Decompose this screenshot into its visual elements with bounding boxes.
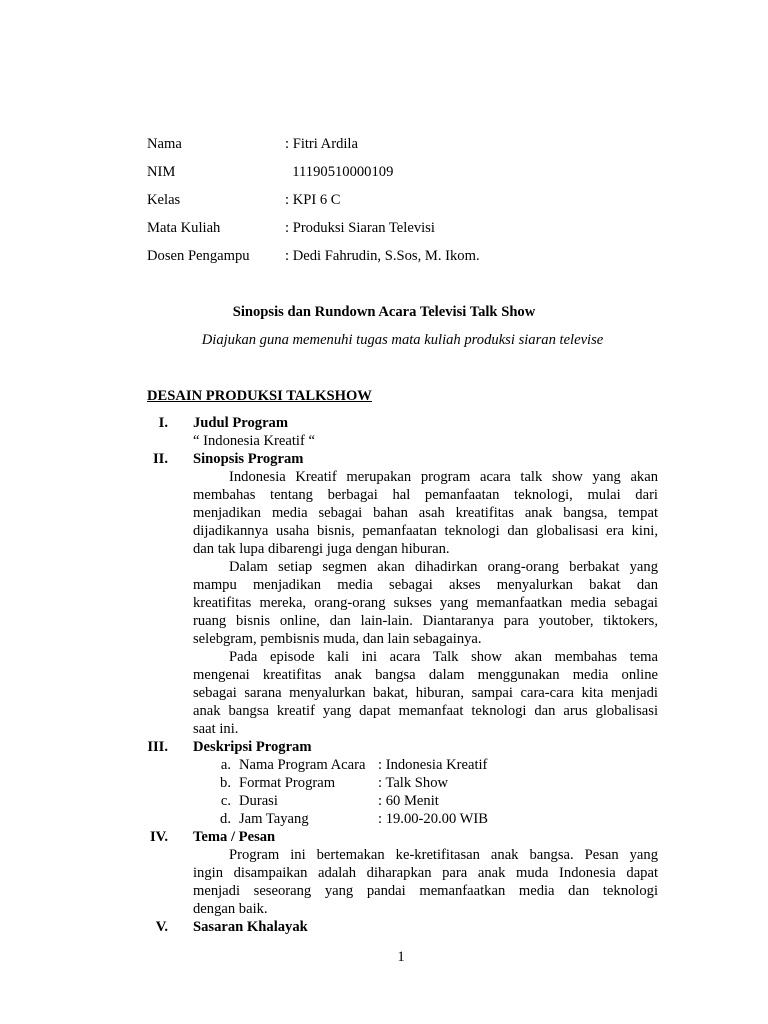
document-subtitle: Diajukan guna memenuhi tugas mata kuliah produksi siaran televise xyxy=(201,332,604,348)
paragraph-line xyxy=(0,576,768,594)
page-number: 1 xyxy=(397,949,405,965)
section-sasaran-heading xyxy=(0,918,768,936)
paragraph-text: menjadi seseorang yang pandai memanfaatkan media dan teknologi xyxy=(193,883,658,899)
paragraph-line xyxy=(0,630,768,648)
section-title: Tema / Pesan xyxy=(193,829,276,845)
info-label: Kelas xyxy=(147,192,181,208)
paragraph-text: ingin disampaikan adalah diharapkan para anak muda Indonesia dapat xyxy=(193,865,658,881)
list-item xyxy=(0,810,768,828)
list-item xyxy=(0,756,768,774)
list-item xyxy=(0,792,768,810)
section-number: I. xyxy=(158,415,168,431)
info-value: : Produksi Siaran Televisi xyxy=(285,220,435,236)
info-value: : Dedi Fahrudin, S.Sos, M. Ikom. xyxy=(285,248,480,264)
paragraph-text: Pada episode kali ini acara Talk show akan membahas tema xyxy=(229,649,658,665)
list-marker: c. xyxy=(220,793,231,809)
info-value: : KPI 6 C xyxy=(285,192,341,208)
paragraph-text: dengan baik. xyxy=(193,901,268,917)
section-deskripsi-heading xyxy=(0,738,768,756)
paragraph-text: saat ini. xyxy=(193,721,239,737)
paragraph-line xyxy=(0,702,768,720)
list-label: Jam Tayang xyxy=(239,811,309,827)
info-row-nama xyxy=(147,133,667,161)
info-row-mata-kuliah xyxy=(147,217,667,245)
info-value: : Fitri Ardila xyxy=(285,136,358,152)
paragraph-line xyxy=(0,846,768,864)
section-title: Sasaran Khalayak xyxy=(193,919,308,935)
paragraph-line xyxy=(0,720,768,738)
paragraph-text: kreatifitas mereka, orang-orang sukses yang memanfaatkan media sebagai xyxy=(193,595,658,611)
section-judul-heading xyxy=(0,414,768,432)
section-title: Sinopsis Program xyxy=(193,451,304,467)
list-value: : Talk Show xyxy=(378,775,449,791)
paragraph-text: membahas tentang berbagai hal pemanfaatan teknologi, mulai dari xyxy=(193,487,658,503)
paragraph-text: Indonesia Kreatif merupakan program acara talk show yang akan xyxy=(229,469,658,485)
info-label: NIM xyxy=(147,164,176,180)
paragraph-text: menjadikan media sebagai bahan asah kreatifitas anak bangsa, tempat xyxy=(193,505,658,521)
section-title: Judul Program xyxy=(193,415,289,431)
section-judul-value xyxy=(0,432,768,450)
info-label: Mata Kuliah xyxy=(147,220,221,236)
paragraph-text: sebagai sarana menyalurkan bakat, hiburan, sampai cara-cara kita menjadi xyxy=(193,685,658,701)
list-label: Durasi xyxy=(239,793,278,809)
paragraph-line xyxy=(0,864,768,882)
section-heading: DESAIN PRODUKSI TALKSHOW xyxy=(147,388,372,404)
program-title: “ Indonesia Kreatif “ xyxy=(193,433,315,449)
list-value: : Indonesia Kreatif xyxy=(378,757,488,773)
paragraph-text: Program ini bertemakan ke-kretifitasan anak bangsa. Pesan yang xyxy=(229,847,658,863)
list-value: : 19.00-20.00 WIB xyxy=(378,811,488,827)
paragraph-line xyxy=(0,540,768,558)
paragraph-text: selebgram, pembisnis muda, dan lain sebagainya. xyxy=(193,631,482,647)
list-marker: d. xyxy=(220,811,231,827)
section-sinopsis-heading xyxy=(0,450,768,468)
paragraph-line xyxy=(0,648,768,666)
document-body xyxy=(0,414,768,936)
paragraph-line xyxy=(0,468,768,486)
paragraph-line xyxy=(0,684,768,702)
section-title: Deskripsi Program xyxy=(193,739,312,755)
paragraph-line xyxy=(0,666,768,684)
info-label: Dosen Pengampu xyxy=(147,248,250,264)
list-label: Format Program xyxy=(239,775,336,791)
list-marker: a. xyxy=(220,757,231,773)
student-info xyxy=(147,133,667,273)
paragraph-line xyxy=(0,504,768,522)
section-number: II. xyxy=(152,451,168,467)
section-number: III. xyxy=(147,739,168,755)
list-value: : 60 Menit xyxy=(378,793,439,809)
info-row-nim xyxy=(147,161,667,189)
list-label: Nama Program Acara xyxy=(239,757,366,773)
paragraph-line xyxy=(0,612,768,630)
paragraph-text: mampu menjadikan media sebagai akses menyalurkan bakat dan xyxy=(193,577,658,593)
paragraph-text: anak bangsa kreatif yang dapat memanfaat teknologi dan arus globalisasi xyxy=(193,703,658,719)
paragraph-text: dijadikannya usaha bisnis, pemanfaatan teknologi dan globalisasi era kini, xyxy=(193,523,658,539)
paragraph-text: Dalam setiap segmen akan dihadirkan orang-orang berbakat yang xyxy=(229,559,658,575)
section-tema-heading xyxy=(0,828,768,846)
info-label: Nama xyxy=(147,136,182,152)
paragraph-line xyxy=(0,900,768,918)
paragraph-text: ruang bisnis online, dan lain-lain. Diantaranya para youtober, tiktokers, xyxy=(193,613,658,629)
paragraph-line xyxy=(0,558,768,576)
info-value: 11190510000109 xyxy=(285,164,394,180)
info-row-kelas xyxy=(147,189,667,217)
section-number: V. xyxy=(155,919,168,935)
info-row-dosen xyxy=(147,245,667,273)
paragraph-line xyxy=(0,486,768,504)
list-item xyxy=(0,774,768,792)
list-marker: b. xyxy=(220,775,231,791)
paragraph-text: dan tak lupa dibarengi juga dengan hiburan. xyxy=(193,541,450,557)
paragraph-text: mengenai kreatifitas anak bangsa dalam menggunakan media online xyxy=(193,667,658,683)
document-title: Sinopsis dan Rundown Acara Televisi Talk Show xyxy=(232,304,536,320)
section-number: IV. xyxy=(150,829,168,845)
paragraph-line xyxy=(0,594,768,612)
paragraph-line xyxy=(0,882,768,900)
paragraph-line xyxy=(0,522,768,540)
